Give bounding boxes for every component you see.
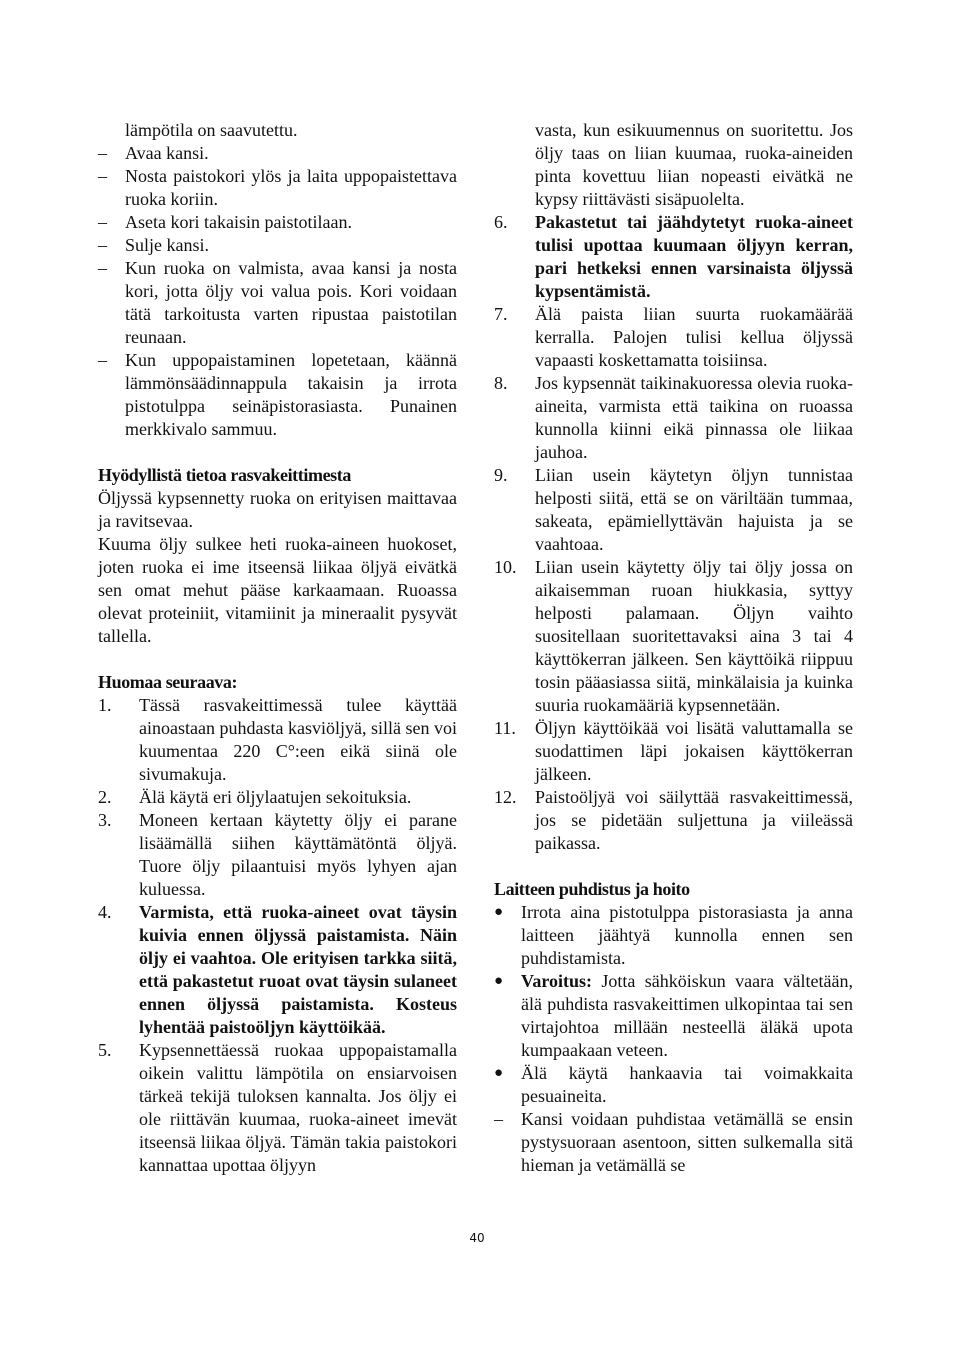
- paragraph: Kuuma öljy sulkee heti ruoka-aineen huokoset, joten ruoka ei ime itseensä liikaa öljyä eivätkä sen omat mehut pääse karkaamaan. Ruoassa olevat proteiniit, vitamiinit ja mineraalit pysyvät tallella.: [98, 534, 457, 646]
- section-heading: Hyödyllistä tietoa rasvakeittimesta: [98, 465, 351, 485]
- numbered-item: 4. Varmista, että ruoka-aineet ovat täysin kuivia ennen öljyssä paistamista. Näin öljy ei vaahtoa. Ole erityisen tarkka siitä, että pakastetut ruoat ovat täysin sulaneet ennen öljyssä paistamista. Kosteus lyhentää paistoöljyn käyttöikää.: [98, 902, 457, 1037]
- list-item: – Aseta kori takaisin paistotilaan.: [98, 212, 352, 232]
- paragraph: Öljyssä kypsennetty ruoka on erityisen maittavaa ja ravitsevaa.: [98, 488, 457, 531]
- bullet-icon: ●: [494, 1065, 504, 1081]
- numbered-item: 12. Paistoöljyä voi säilyttää rasvakeittimessä, jos se pidetään suljettuna ja viileässä paikassa.: [494, 787, 853, 853]
- numbered-item: 8. Jos kypsennät taikinakuoressa olevia ruoka-aineita, varmista että taikina on ruoassa kunnolla kiinni eikä pinnassa ole liikaa jauhoa.: [494, 373, 853, 462]
- right-column: [494, 119, 853, 1177]
- bullet-icon: ●: [494, 973, 504, 989]
- list-item: – Sulje kansi.: [98, 235, 209, 255]
- numbered-item: 11. Öljyn käyttöikää voi lisätä valuttamalla se suodattimen läpi jokaisen käyttökerran jälkeen.: [494, 718, 853, 784]
- numbered-item: 7. Älä paista liian suurta ruokamäärää kerralla. Palojen tulisi kellua öljyssä vapaasti koskettamatta toisiinsa.: [494, 304, 853, 370]
- continued-text: vasta, kun esikuumennus on suoritettu. Jos öljy taas on liian kuumaa, ruoka-aineiden pinta kovettuu liian nopeasti eivätkä ne kypsy riittävästi sisäpuolelta.: [535, 120, 853, 209]
- numbered-item: 6. Pakastetut tai jäähdytetyt ruoka-aineet tulisi upottaa kuumaan öljyyn kerran, pari hetkeksi ennen varsinaista öljyssä kypsentämistä.: [494, 212, 853, 301]
- bullet-item: ● Älä käytä hankaavia tai voimakkaita pesuaineita.: [494, 1063, 853, 1106]
- list-item: – Avaa kansi.: [98, 143, 209, 163]
- left-column: [98, 119, 457, 1177]
- section-heading: Huomaa seuraava:: [98, 672, 238, 692]
- warning-label: Varoitus:: [521, 971, 593, 991]
- bullet-item: ● Varoitus: Jotta sähköiskun vaara vältetään, älä puhdista rasvakeittimen ulkopintaa tai sen virtajohtoa millään nesteellä äläkä upota kumpaakaan veteen.: [494, 971, 853, 1060]
- numbered-item: 1. Tässä rasvakeittimessä tulee käyttää ainoastaan puhdasta kasviöljyä, sillä sen voi kuumentaa 220 C°:een eikä siinä ole sivumakuja.: [98, 695, 457, 784]
- numbered-item: 2. Älä käytä eri öljylaatujen sekoituksia.: [98, 787, 412, 807]
- bullet-item: ● Irrota aina pistotulppa pistorasiasta ja anna laitteen jäähtyä kunnolla ennen sen puhdistamista.: [494, 902, 853, 968]
- list-item: – Kun uppopaistaminen lopetetaan, käännä lämmönsäädinnappula takaisin ja irrota pistotulppa seinäpistorasiasta. Punainen merkkivalo sammuu.: [98, 350, 457, 439]
- numbered-item: 3. Moneen kertaan käytetty öljy ei parane lisäämällä siihen käyttämätöntä öljyä. Tuore öljy pilaantuisi myös lyhyen ajan kuluessa.: [98, 810, 457, 899]
- bullet-icon: ●: [494, 904, 504, 920]
- numbered-item: 9. Liian usein käytetyn öljyn tunnistaa helposti siitä, että se on väriltään tummaa, sakeata, epämiellyttävän hajuista ja se vaahtoaa.: [494, 465, 853, 554]
- list-item: – Kun ruoka on valmista, avaa kansi ja nosta kori, jotta öljy voi valua pois. Kori voidaan tätä tarkoitusta varten ripustaa paistotilan reunaan.: [98, 258, 457, 347]
- list-item: – Kansi voidaan puhdistaa vetämällä se ensin pystysuoraan asentoon, sitten sulkemalla sitä hieman ja vetämällä se: [494, 1109, 853, 1175]
- lead-line: lämpötila on saavutettu.: [125, 120, 298, 140]
- section-heading: Laitteen puhdistus ja hoito: [494, 879, 690, 899]
- numbered-item: 5. Kypsennettäessä ruokaa uppopaistamalla oikein valittu lämpötila on ensiarvoisen tärkeä tekijä tuloksen kannalta. Jos öljy ei ole riittävän kuumaa, ruoka-aineet imevät itseensä liikaa öljyä. Tämän takia paistokori kannattaa upottaa öljyyn: [98, 1040, 457, 1175]
- numbered-item: 10. Liian usein käytetty öljy tai öljy jossa on aikaisemman ruoan hiukkasia, syttyy helposti palamaan. Öljyn vaihto suositellaan suoritettavaksi aina 3 tai 4 käyttökerran jälkeen. Sen käyttöikä riippuu tosin pääasiassa siitä, minkälaisia ja kuinka suuria ruokamääriä kypsennetään.: [494, 557, 853, 715]
- page-number: 40: [469, 1231, 485, 1245]
- list-item: – Nosta paistokori ylös ja laita uppopaistettava ruoka koriin.: [98, 166, 457, 209]
